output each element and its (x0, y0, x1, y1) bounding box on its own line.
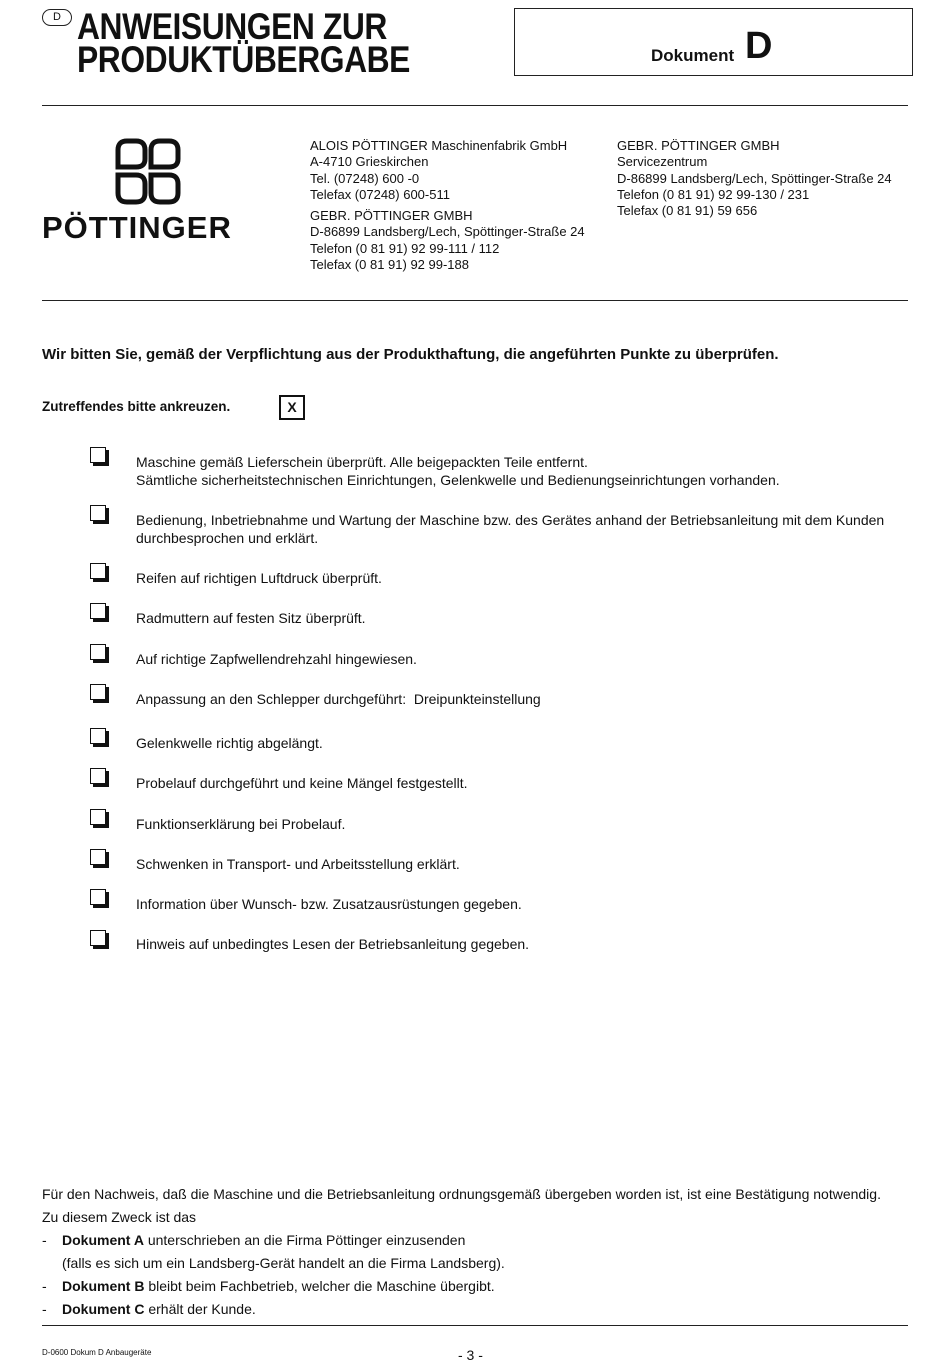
example-checked-box: X (279, 395, 305, 420)
header-divider (42, 105, 908, 106)
address-servicezentrum (617, 138, 892, 219)
language-badge: D (42, 9, 72, 26)
document-c-label: Dokument C (62, 1301, 145, 1317)
checkbox[interactable] (90, 644, 106, 660)
checkbox[interactable] (90, 684, 106, 700)
checklist-line: Auf richtige Zapfwellendrehzahl hingewiesen. (136, 651, 417, 667)
checklist-line: durchbesprochen und erklärt. (136, 530, 319, 546)
address-austria (310, 138, 567, 203)
bullet-dash: - (42, 1232, 47, 1248)
address-line: Tel. (07248) 600 -0 (310, 170, 420, 186)
checklist-line: Hinweis auf unbedingtes Lesen der Betriebsanleitung gegeben. (136, 936, 530, 952)
intro-text: Wir bitten Sie, gemäß der Verpflichtung aus der Produkthaftung, die angeführten Punkte zu überprüfen. (42, 346, 779, 363)
checkbox[interactable] (90, 563, 106, 579)
checkbox[interactable] (90, 728, 106, 744)
checklist-item-text (136, 815, 345, 833)
footer-divider (42, 1325, 908, 1326)
page-title (77, 6, 410, 80)
checkbox[interactable] (90, 505, 106, 521)
document-b-text: bleibt beim Fachbetrieb, welcher die Maschine übergibt. (144, 1278, 495, 1294)
address-line: ALOIS PÖTTINGER Maschinenfabrik GmbH (310, 138, 568, 153)
title-line-2: PRODUKTÜBERGABE (77, 39, 410, 80)
checklist-item-text (136, 895, 522, 913)
checklist-line: Gelenkwelle richtig abgelängt. (136, 735, 323, 751)
checklist-line: Radmuttern auf festen Sitz überprüft. (136, 610, 366, 626)
address-divider (42, 300, 908, 301)
checklist-line: Funktionserklärung bei Probelauf. (136, 816, 346, 832)
note-item-document-a (42, 1229, 881, 1252)
checkbox[interactable] (90, 447, 106, 463)
instruction-text: Zutreffendes bitte ankreuzen. (42, 399, 231, 414)
address-line: Telefax (0 81 91) 92 99-188 (310, 256, 469, 272)
note-item-document-b (42, 1275, 881, 1298)
address-line: D-86899 Landsberg/Lech, Spöttinger-Straße 24 (310, 224, 585, 240)
checkbox[interactable] (90, 889, 106, 905)
logo-wordmark: PÖTTINGER (42, 210, 232, 245)
document-label: Dokument (651, 46, 735, 65)
company-logo (42, 136, 254, 246)
document-id-box (514, 8, 913, 76)
checklist-line: Information über Wunsch- bzw. Zusatzausrüstungen gegeben. (136, 896, 522, 912)
bullet-dash: - (42, 1278, 47, 1294)
title-line-1: ANWEISUNGEN ZUR (77, 6, 387, 47)
checklist-line: Reifen auf richtigen Luftdruck überprüft. (136, 570, 382, 586)
address-line: Servicezentrum (617, 154, 708, 170)
checklist-item-text (136, 650, 417, 668)
checklist-item-text (136, 855, 460, 873)
checklist-item-text (136, 609, 366, 627)
checklist-item-text (136, 569, 382, 587)
bullet-dash: - (42, 1301, 47, 1317)
address-line: Telefax (0 81 91) 59 656 (617, 203, 758, 219)
address-line: Telefax (07248) 600-511 (310, 186, 450, 202)
page-number: - 3 - (458, 1347, 483, 1363)
logo-mark-icon (42, 136, 254, 208)
checklist-item-text (136, 935, 529, 953)
document-code: D-0600 Dokum D Anbaugeräte (42, 1348, 152, 1357)
checkbox[interactable] (90, 930, 106, 946)
checklist-line: Bedienung, Inbetriebnahme und Wartung der Maschine bzw. des Gerätes anhand der Betriebsanleitung mit dem Kunden (136, 512, 885, 528)
address-line: Telefon (0 81 91) 92 99-130 / 231 (617, 186, 810, 202)
document-letter: D (745, 25, 773, 67)
checklist-item-text (136, 774, 468, 792)
checklist-line: Sämtliche sicherheitstechnischen Einrichtungen, Gelenkwelle und Bedienungseinrichtungen vorhanden. (136, 472, 780, 488)
checkbox[interactable] (90, 849, 106, 865)
address-landsberg (310, 208, 585, 273)
address-line: A-4710 Grieskirchen (310, 154, 429, 170)
checklist-item-text (136, 511, 884, 547)
note-item-continuation: (falls es sich um ein Landsberg-Gerät handelt an die Firma Landsberg). (62, 1255, 505, 1271)
address-line: GEBR. PÖTTINGER GMBH (617, 138, 780, 153)
document-a-label: Dokument A (62, 1232, 144, 1248)
checkbox[interactable] (90, 809, 106, 825)
note-line: Zu diesem Zweck ist das (42, 1209, 197, 1225)
address-line: Telefon (0 81 91) 92 99-111 / 112 (310, 240, 500, 256)
checklist-item-text (136, 690, 541, 708)
note-line: Für den Nachweis, daß die Maschine und die Betriebsanleitung ordnungsgemäß übergeben worden ist, ist eine Bestätigung notwendig. (42, 1186, 881, 1202)
checkbox[interactable] (90, 768, 106, 784)
checklist-item-text (136, 453, 780, 489)
document-a-text: unterschrieben an die Firma Pöttinger einzusenden (143, 1232, 466, 1248)
document-b-label: Dokument B (62, 1278, 145, 1294)
address-line: D-86899 Landsberg/Lech, Spöttinger-Straße 24 (617, 170, 892, 186)
address-line: GEBR. PÖTTINGER GMBH (310, 208, 473, 223)
checklist-line: Anpassung an den Schlepper durchgeführt: Dreipunkteinstellung (136, 691, 541, 707)
checklist-line: Schwenken in Transport- und Arbeitsstellung erklärt. (136, 856, 460, 872)
document-c-text: erhält der Kunde. (144, 1301, 256, 1317)
checklist-line: Probelauf durchgeführt und keine Mängel festgestellt. (136, 775, 468, 791)
checklist-line: Maschine gemäß Lieferschein überprüft. Alle beigepackten Teile entfernt. (136, 454, 588, 470)
checklist-item-text (136, 734, 323, 752)
confirmation-note (42, 1183, 881, 1321)
checkbox[interactable] (90, 603, 106, 619)
note-item-document-c (42, 1298, 881, 1321)
